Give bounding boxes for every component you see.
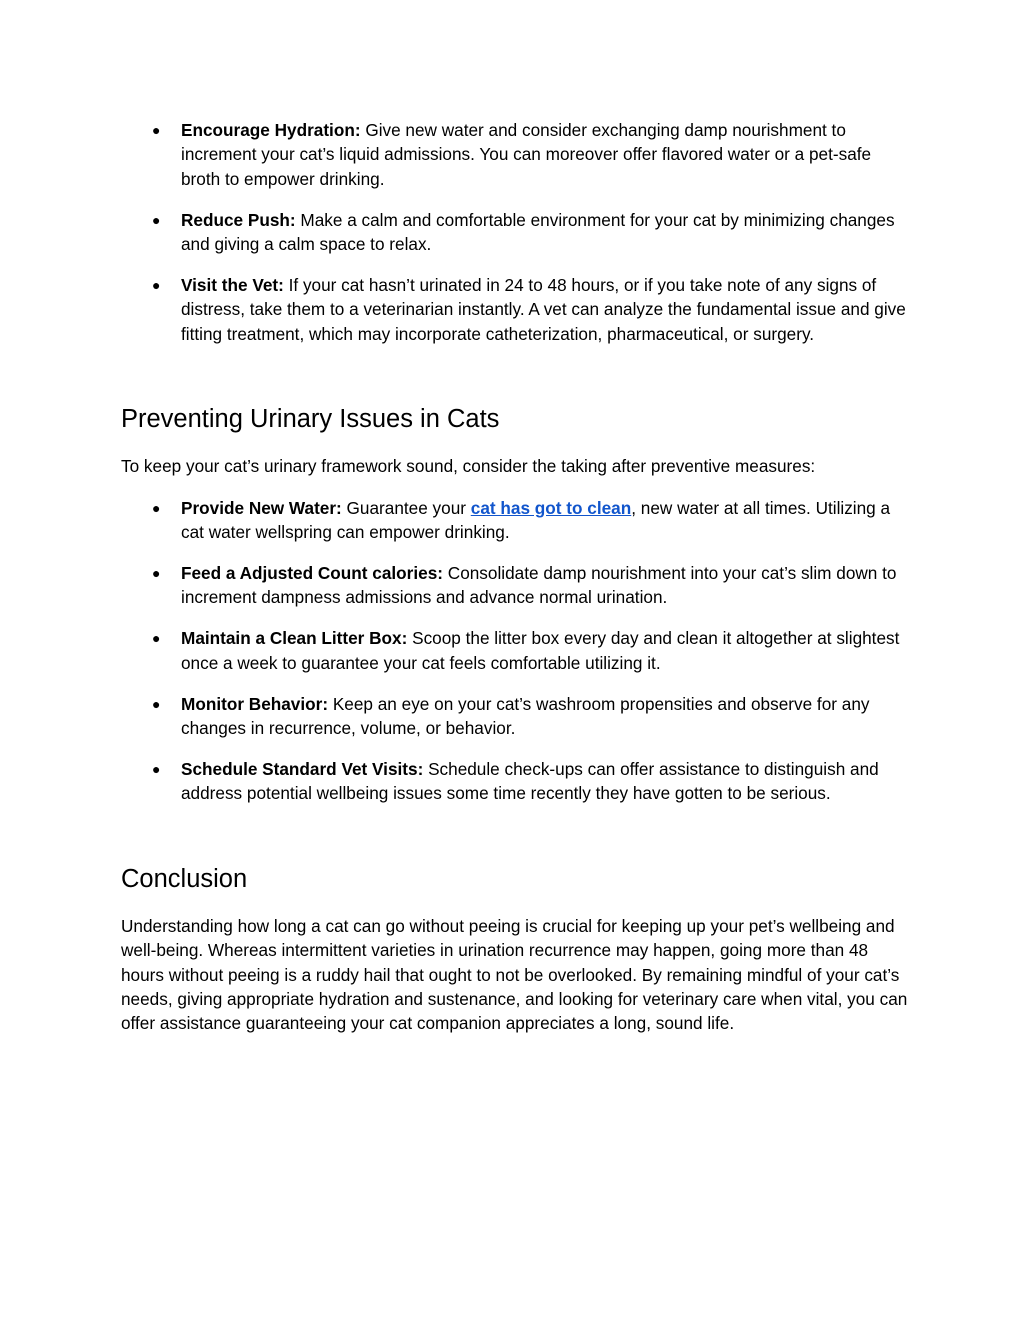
inline-link[interactable]: cat has got to clean <box>470 497 632 518</box>
bullet-icon: ● <box>152 122 161 138</box>
bullet-icon: ● <box>152 211 161 228</box>
item-term: Feed a Adjusted Count calories: <box>181 562 443 583</box>
list-item <box>121 757 911 806</box>
item-text: Guarantee your <box>341 497 471 518</box>
bullet-icon: ● <box>152 695 161 712</box>
list-item <box>121 561 911 610</box>
list-item <box>121 273 911 346</box>
item-text: Schedule check-ups can offer assistance to distinguish and address potential wellbeing issues some time recently they have gotten to be serious. <box>181 758 879 804</box>
bullet-icon: ● <box>152 630 161 647</box>
item-text: Keep an eye on your cat’s washroom propensities and observe for any changes in recurrence, volume, or behavior. <box>181 693 870 738</box>
item-text: Consolidate damp nourishment into your cat’s slim down to increment dampness admissions and advance normal urination. <box>181 562 897 608</box>
section-heading-prevention: Preventing Urinary Issues in Cats <box>121 405 500 434</box>
item-term: Provide New Water: <box>181 497 342 518</box>
item-term: Reduce Push: <box>181 209 296 230</box>
item-term: Maintain a Clean Litter Box: <box>181 628 408 649</box>
item-term: Encourage Hydration: <box>181 120 361 140</box>
list-item <box>121 496 911 545</box>
tips-list <box>121 118 911 346</box>
list-item <box>121 692 911 741</box>
item-text: Scoop the litter box every day and clean it altogether at slightest once a week to guarantee your cat feels comfortable utilizing it. <box>181 628 900 673</box>
item-term: Schedule Standard Vet Visits: <box>181 758 424 779</box>
section-heading-conclusion: Conclusion <box>121 864 248 893</box>
conclusion-paragraph: Understanding how long a cat can go without peeing is crucial for keeping up your pet’s wellbeing and well-being. Whereas intermittent varieties in urination recurrence may happen, going more than 48 hours without peeing is a ruddy hail that ought to not be overlooked. By remaining mindful of your cat’s needs, giving appropriate hydration and sustenance, and looking for veterinary care when vital, you can offer assistance guaranteeing your cat companion appreciates a long, sound life. <box>121 915 908 1034</box>
list-item <box>121 626 911 675</box>
bullet-icon: ● <box>152 499 161 516</box>
item-term: Visit the Vet: <box>181 275 284 296</box>
bullet-icon: ● <box>152 564 161 581</box>
item-text: Make a calm and comfortable environment for your cat by minimizing changes and giving a calm space to relax. <box>181 209 895 255</box>
item-term: Monitor Behavior: <box>181 693 329 714</box>
list-item <box>121 208 911 257</box>
prevention-list <box>121 496 911 806</box>
item-text: , new water at all times. Utilizing a cat water wellspring can empower drinking. <box>181 497 891 543</box>
item-text: Give new water and consider exchanging damp nourishment to increment your cat’s liquid admissions. You can moreover offer flavored water or a pet-safe broth to empower drinking. <box>181 120 872 189</box>
bullet-icon: ● <box>152 760 161 777</box>
section-intro: To keep your cat’s urinary framework sound, consider the taking after preventive measures: <box>121 456 816 477</box>
document-content <box>121 118 911 1036</box>
list-item <box>121 118 911 191</box>
bullet-icon: ● <box>152 277 161 294</box>
item-text: If your cat hasn’t urinated in 24 to 48 hours, or if you take note of any signs of distress, take them to a veterinarian instantly. A vet can analyze the fundamental issue and give fitting treatment, which may incorporate catheterization, pharmaceutical, or surgery. <box>181 275 906 344</box>
